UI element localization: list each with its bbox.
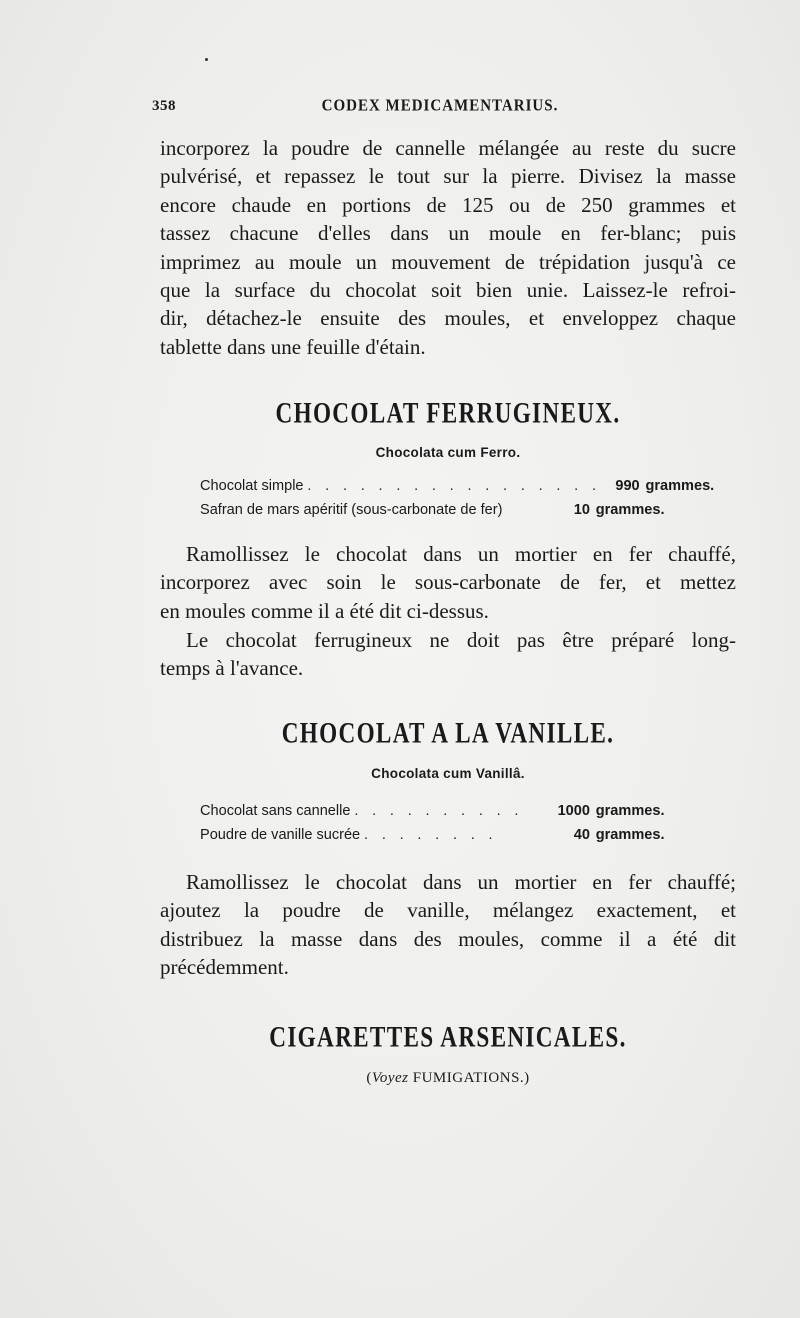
dot-leader: . . . . . . . . . . . . . . . . . (307, 477, 601, 494)
ingredient-name: Poudre de vanille sucrée (200, 826, 361, 843)
ingredient-quantity: 10 (573, 501, 590, 518)
recipe-row (200, 501, 685, 525)
text-line: incorporez avec soin le sous-carbonate de fer, et mettez (160, 570, 736, 595)
text-line: imprimez au moule un mouvement de trépidation jusqu'à ce (160, 249, 736, 274)
text-line: incorporez la poudre de cannelle mélangée au reste du sucre (160, 136, 736, 160)
section-title-cigarettes: CIGARETTES ARSENICALES. (269, 1020, 627, 1054)
text-line: distribuez la masse dans des moules, comme il a été dit (160, 926, 736, 951)
ingredient-unit: grammes. (595, 501, 665, 518)
ingredient-quantity: 1000 (557, 802, 590, 819)
recipe-vanille (200, 802, 685, 850)
ingredient-name: Chocolat simple (200, 477, 304, 494)
recipe-row (200, 477, 715, 501)
text-line: Ramollissez le chocolat dans un mortier en fer chauffé, (186, 542, 736, 566)
section-title-vanille: CHOCOLAT A LA VANILLE. (281, 716, 615, 750)
ingredient-name: Safran de mars apéritif (sous-carbonate de fer) (200, 501, 503, 518)
text-line: temps à l'avance. (160, 656, 304, 681)
ingredient-unit: grammes. (645, 477, 715, 494)
text-line: Le chocolat ferrugineux ne doit pas être préparé long- (186, 628, 736, 652)
text-line: que la surface du chocolat soit bien unie. Laissez-le refroi- (160, 278, 736, 303)
text-line: pulvérisé, et repassez le tout sur la pierre. Divisez la masse (160, 164, 736, 189)
text-line: en moules comme il a été dit ci-dessus. (160, 598, 489, 623)
recipe-ferrugineux (200, 477, 715, 525)
vanille-paragraph (160, 868, 736, 982)
section-title-ferrugineux: CHOCOLAT FERRUGINEUX. (275, 396, 621, 430)
ingredient-quantity: 990 (615, 477, 640, 494)
latin-name-ferrugineux: Chocolata cum Ferro. (375, 445, 521, 460)
dot-leader: . . . . . . . . (364, 826, 498, 843)
text-line: tablette dans une feuille d'étain. (160, 334, 426, 359)
text-line: dir, détachez-le ensuite des moules, et enveloppez chaque (160, 306, 736, 331)
latin-name-vanille: Chocolata cum Vanillâ. (371, 766, 525, 781)
page-header (152, 98, 728, 122)
ref-target: FUMIGATIONS.) (408, 1070, 530, 1086)
cross-reference (160, 1070, 736, 1087)
recipe-row (200, 802, 685, 826)
text-line: ajoutez la poudre de vanille, mélangez exactement, et (160, 898, 736, 923)
ingredient-unit: grammes. (595, 802, 665, 819)
ferrugineux-paragraph-2 (160, 626, 736, 683)
running-head: CODEX MEDICAMENTARIUS. (321, 97, 559, 115)
intro-paragraph (160, 134, 736, 361)
ferrugineux-paragraph-1 (160, 540, 736, 625)
page-number: 358 (152, 98, 176, 114)
text-line: précédemment. (160, 955, 289, 980)
ingredient-quantity: 40 (573, 826, 590, 843)
ingredient-unit: grammes. (595, 826, 665, 843)
print-speck (205, 58, 208, 61)
ref-open-paren: ( (366, 1070, 372, 1086)
text-line: encore chaude en portions de 125 ou de 250 grammes et (160, 192, 736, 217)
text-line: tassez chacune d'elles dans un moule en fer-blanc; puis (160, 221, 736, 246)
ref-voyez: Voyez (371, 1070, 409, 1086)
ingredient-name: Chocolat sans cannelle (200, 802, 351, 819)
dot-leader: . . . . . . . . . . (354, 802, 524, 819)
text-line: Ramollissez le chocolat dans un mortier en fer chauffé; (186, 870, 736, 894)
recipe-row (200, 826, 685, 850)
